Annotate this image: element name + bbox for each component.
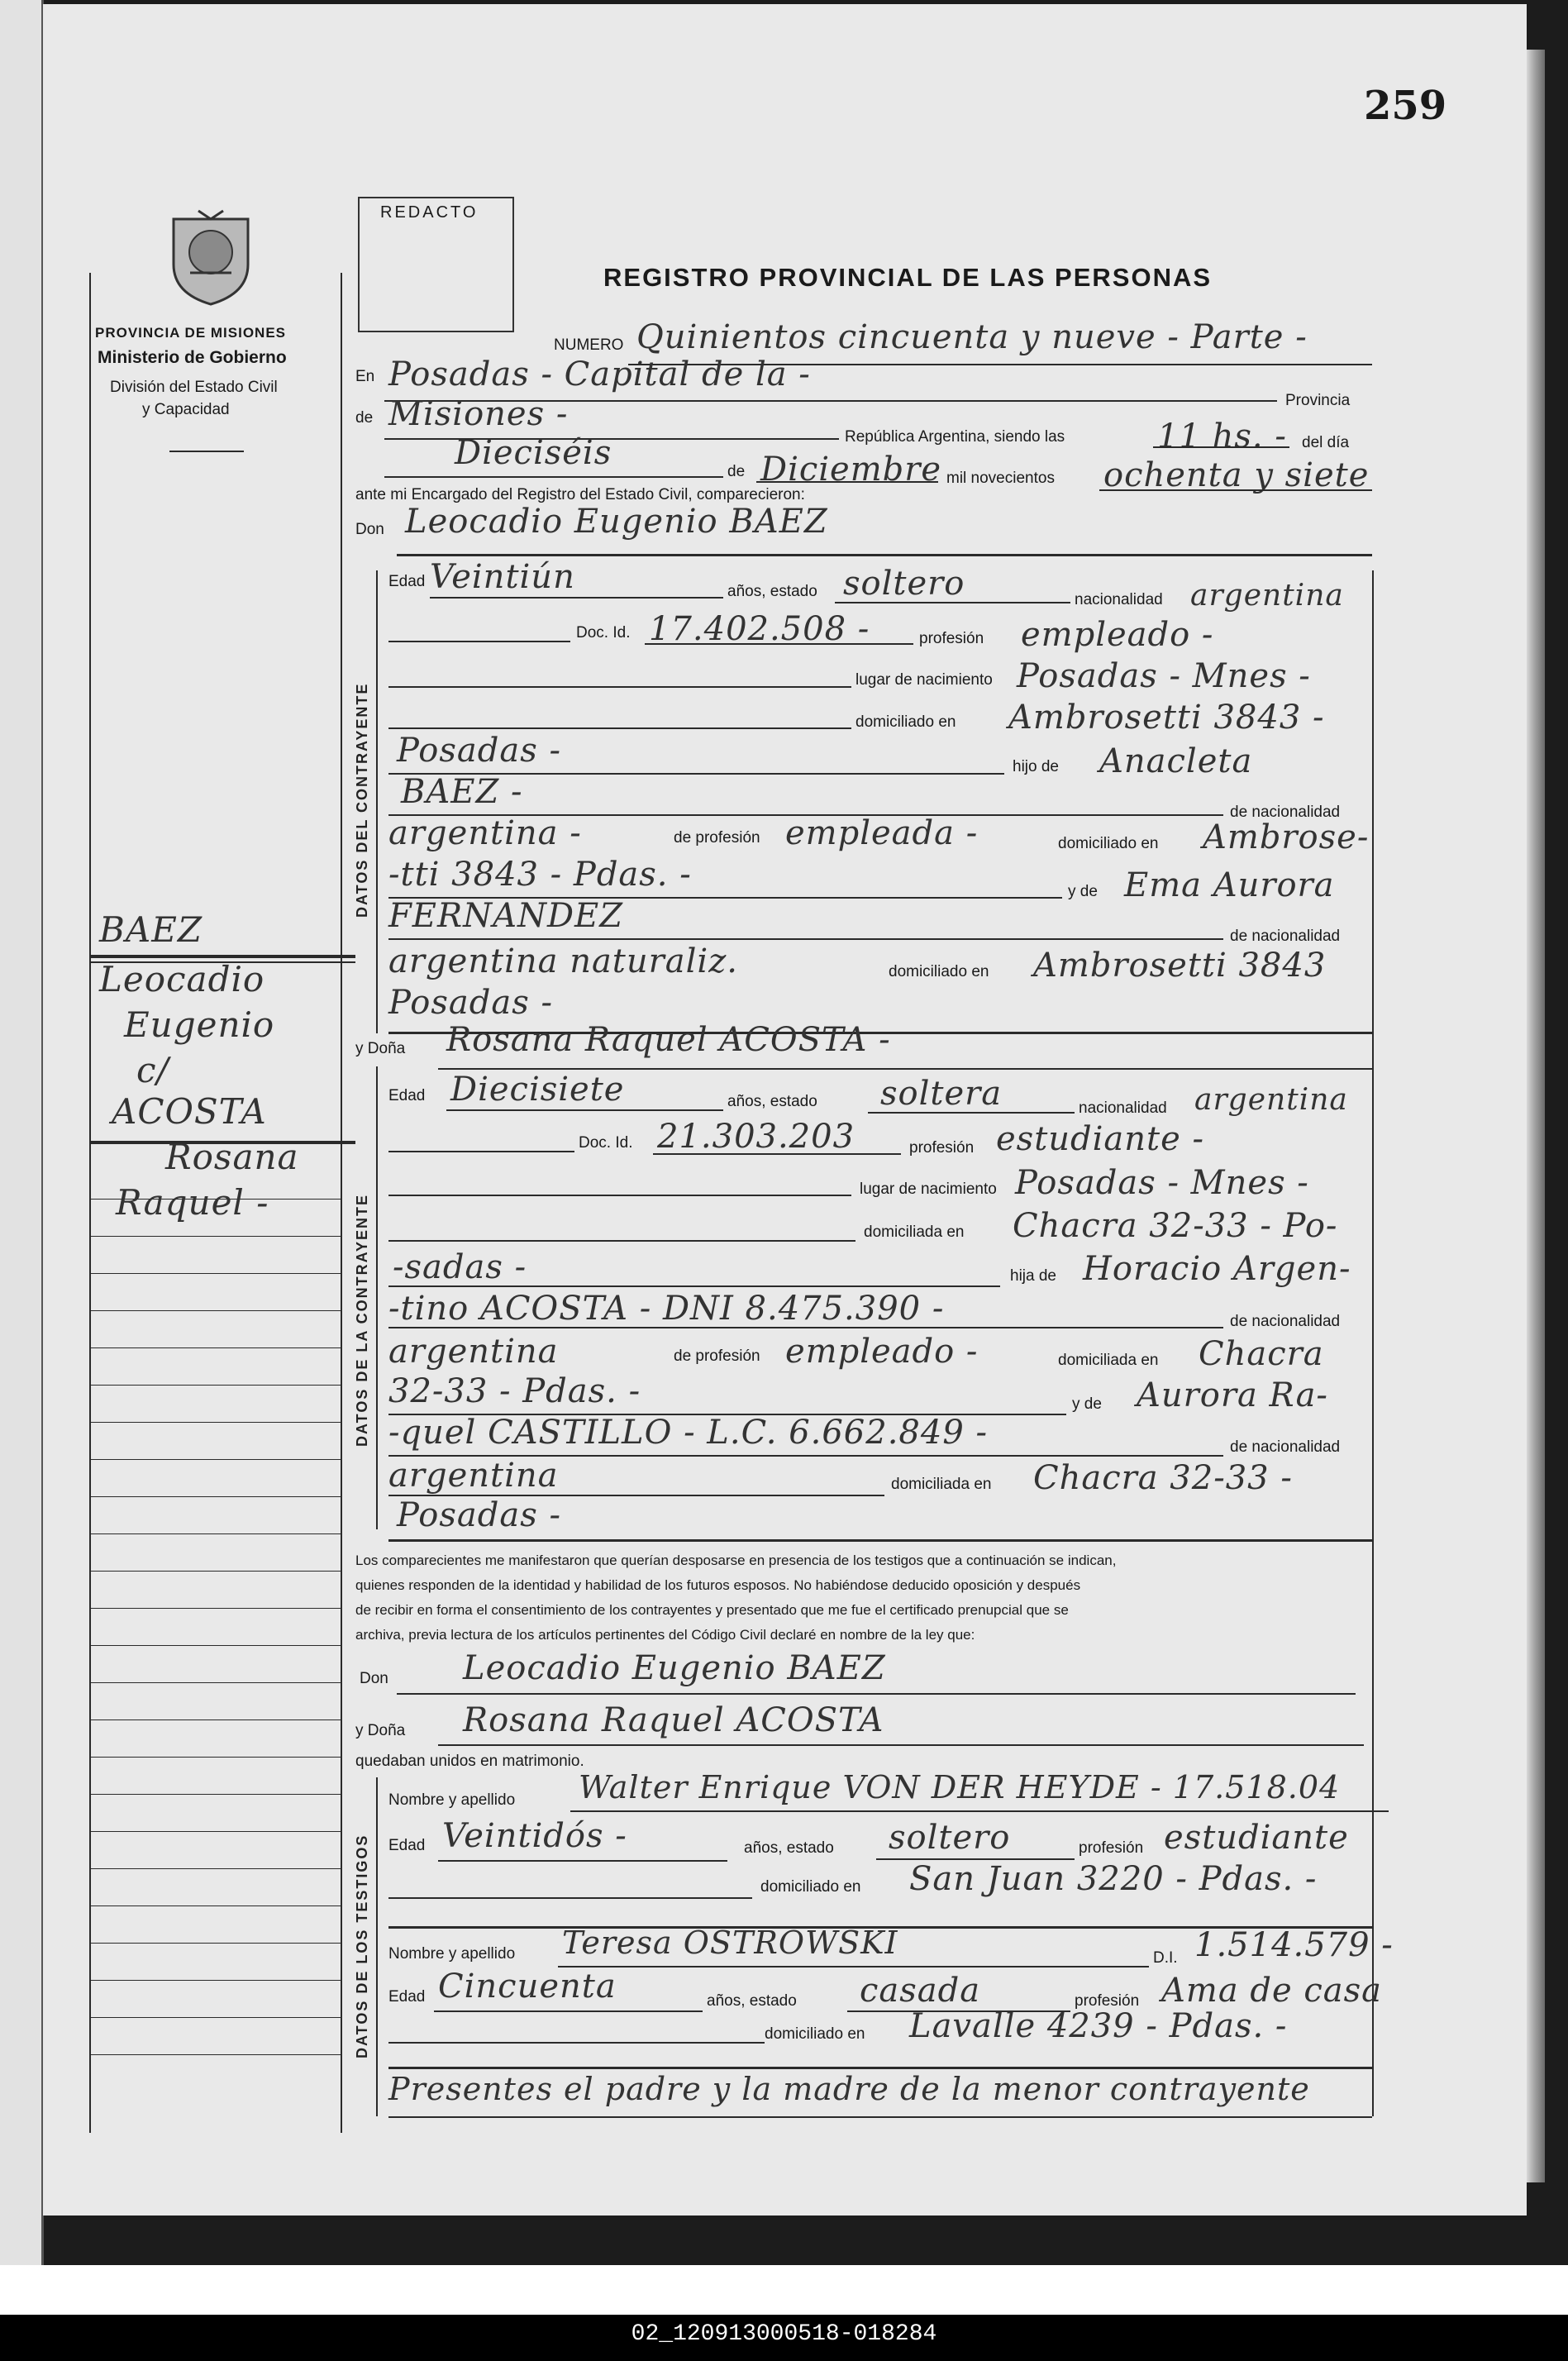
de-nacionalidad-4-label: de nacionalidad (1230, 1438, 1341, 1456)
testigo-2-di-label: D.I. (1153, 1949, 1178, 1967)
republica-label: República Argentina, siendo las (845, 428, 1065, 446)
hija-de-label: hija de (1010, 1267, 1056, 1285)
contrayenta-madre: Aurora Ra- (1137, 1376, 1328, 1414)
contrayente-madre-dom-cont: -tti 3843 - Pdas. - (388, 856, 692, 894)
testigo-2-domicilio-label: domiciliado en (765, 2025, 865, 2043)
rule (430, 597, 723, 599)
division-header-line-2: y Capacidad (142, 401, 230, 418)
contrayente-lugar-nac: Posadas - Mnes - (1017, 657, 1311, 695)
nota-final: Presentes el padre y la madre de la menor contrayente (388, 2071, 1310, 2107)
declaration-paragraph-line: Los comparecientes me manifestaron que querían desposarse en presencia de los testigos que a continuación se indican, (355, 1553, 1117, 1568)
contrayenta-padre-dom: Chacra (1199, 1335, 1324, 1373)
contrayente-padre-dom: Ambrosetti 3843 (1033, 947, 1327, 985)
rule (645, 643, 913, 645)
contrayenta-profesion: estudiante - (996, 1120, 1205, 1158)
contrayente-padre-nac: argentina naturaliz. (388, 942, 738, 980)
left-page-edge (0, 0, 44, 2265)
de-label: de (355, 409, 374, 427)
margin-rule (89, 2017, 341, 2018)
contrayente-madre-nac: argentina - (388, 814, 582, 852)
profesion-label: profesión (919, 630, 984, 647)
hora-value: 11 hs. - (1157, 417, 1287, 456)
declaration-paragraph-line: archiva, previa lectura de los artículos pertinentes del Código Civil declaré en nombre de la ley que: (355, 1627, 975, 1643)
domiciliada-3-label: domiciliada en (891, 1476, 992, 1493)
contrayenta-padre-dom-cont: 32-33 - Pdas. - (388, 1372, 641, 1410)
en-label: En (355, 368, 375, 385)
margin-rule (89, 1645, 341, 1646)
rule (868, 1112, 1075, 1114)
y-dona-label: y Doña (355, 1040, 406, 1057)
page-number: 259 (1364, 83, 1447, 129)
margin-rule (89, 1571, 341, 1572)
contrayente-profesion: empleado - (1021, 616, 1214, 654)
rule (653, 1153, 901, 1155)
header-divider (169, 451, 244, 452)
margin-rule (89, 1757, 341, 1758)
testigo-1-edad-label: Edad (388, 1837, 426, 1854)
mil-novecientos-label: mil novecientos (946, 470, 1055, 487)
section-label-contrayente: DATOS DEL CONTRAYENTE (354, 682, 370, 918)
rule (434, 2010, 703, 2012)
form-right-border (1372, 570, 1374, 2116)
testigo-2-estado-label: años, estado (707, 1992, 797, 2010)
margin-rule (89, 1310, 341, 1311)
domiciliado-2-label: domiciliado en (1058, 835, 1159, 852)
testigo-2-nombre: Teresa OSTROWSKI (562, 1925, 898, 1961)
contrayente-madre-prof: empleada - (785, 814, 979, 852)
testigo-1-profesion: estudiante (1164, 1819, 1349, 1857)
declaration-paragraph-line: quienes responden de la identidad y habilidad de los futuros esposos. No habiéndose deducido oposición y después (355, 1577, 1081, 1593)
profesion-2-label: profesión (909, 1139, 975, 1157)
rule (388, 686, 851, 688)
contrayenta-edad: Diecisiete (450, 1071, 625, 1109)
contrayente-madre: Anacleta (1099, 742, 1253, 780)
contrayente-padre-apellido: FERNANDEZ (388, 897, 624, 935)
domiciliado-3-label: domiciliado en (889, 963, 989, 980)
margin-rule (89, 1943, 341, 1944)
edad-label: Edad (388, 573, 426, 590)
margin-column-line (89, 273, 91, 2133)
division-header-line-1: División del Estado Civil (110, 379, 278, 396)
rule (1099, 489, 1372, 491)
testigo-2-edad-label: Edad (388, 1988, 426, 2006)
contrayenta-estado: soltera (880, 1075, 1003, 1113)
de-nacionalidad-label: de nacionalidad (1230, 804, 1341, 821)
contrayenta-padre-cont: -tino ACOSTA - DNI 8.475.390 - (388, 1290, 945, 1328)
rule (835, 602, 1070, 603)
provincia-header: PROVINCIA DE MISIONES (95, 325, 287, 341)
lugar-nac-2-label: lugar de nacimiento (860, 1180, 997, 1198)
section-label-testigos: DATOS DE LOS TESTIGOS (354, 1834, 370, 2058)
don-value: Leocadio Eugenio BAEZ (405, 503, 828, 541)
nacionalidad-label: nacionalidad (1075, 591, 1163, 608)
margin-name-line: BAEZ (99, 909, 203, 950)
en-value: Posadas - Capital de la - (388, 355, 811, 394)
margin-rule (89, 1422, 341, 1423)
redacto-label: REDACTO (380, 203, 479, 222)
del-dia-label: del día (1302, 434, 1350, 451)
section-bracket-testigos (376, 1777, 378, 2116)
ante-label: ante mi Encargado del Registro del Estado Civil, comparecieron: (355, 486, 805, 503)
mes-value: Diciembre (760, 451, 942, 489)
contrayenta-madre-cont: -quel CASTILLO - L.C. 6.662.849 - (388, 1414, 988, 1452)
contrayente-nacionalidad: argentina (1190, 579, 1344, 613)
doc-label: Doc. Id. (576, 624, 631, 642)
margin-rule (89, 1608, 341, 1609)
contrayente-padre: Ema Aurora (1124, 866, 1335, 904)
rule (1153, 446, 1289, 448)
rule (397, 1693, 1356, 1695)
dia-value: Dieciséis (455, 434, 612, 472)
rule (438, 1744, 1364, 1746)
contrayente-edad: Veintiún (430, 558, 575, 596)
testigo-2-di: 1.514.579 - (1194, 1926, 1394, 1964)
contrayenta-padre: Horacio Argen- (1083, 1250, 1351, 1288)
rule (756, 481, 938, 483)
margin-rule (89, 1236, 341, 1237)
margin-rule (89, 1868, 341, 1869)
rule (446, 1109, 723, 1111)
book-page-edges (1527, 50, 1545, 2182)
union-dona-label: y Doña (355, 1722, 406, 1739)
margin-rule (89, 1459, 341, 1460)
testigo-2-edad: Cincuenta (438, 1967, 617, 2006)
margin-rule (89, 1980, 341, 1981)
rule (388, 1151, 574, 1152)
contrayenta-doc: 21.303.203 (657, 1118, 855, 1156)
section-bracket-contrayente (376, 570, 378, 1033)
contrayente-domicilio: Ambrosetti 3843 - (1008, 699, 1325, 737)
testigo-1-estado-label: años, estado (744, 1839, 834, 1857)
de2-label: de (727, 463, 746, 480)
contrayenta-domicilio-cont: -sadas - (393, 1248, 527, 1286)
section-bracket-contrayenta (376, 1066, 378, 1529)
de-nacionalidad-3-label: de nacionalidad (1230, 1313, 1341, 1330)
testigo-2-nombre-label: Nombre y apellido (388, 1945, 516, 1963)
provincia-label: Provincia (1285, 392, 1351, 409)
rule (388, 2067, 1372, 2069)
de-nacionalidad-2-label: de nacionalidad (1230, 928, 1341, 945)
contrayente-madre-apellido: BAEZ - (401, 773, 523, 811)
rule (388, 938, 1223, 940)
margin-name-line: ACOSTA (112, 1091, 267, 1132)
contrayente-doc: 17.402.508 - (649, 610, 870, 648)
de-profesion-2-label: de profesión (674, 1347, 760, 1365)
hijo-de-label: hijo de (1013, 758, 1059, 775)
anos-estado-2-label: años, estado (727, 1093, 817, 1110)
domiciliada-2-label: domiciliada en (1058, 1352, 1159, 1369)
rule (570, 1810, 1389, 1812)
testigo-1-edad: Veintidós - (442, 1817, 627, 1855)
lugar-nac-label: lugar de nacimiento (855, 671, 993, 689)
contrayenta-madre-dom-cont: Posadas - (397, 1496, 561, 1534)
margin-rule (89, 2054, 341, 2055)
contrayenta-domicilio: Chacra 32-33 - Po- (1013, 1207, 1338, 1245)
numero-label: NUMERO (554, 336, 624, 354)
union-don-value: Leocadio Eugenio BAEZ (463, 1649, 886, 1687)
rule (388, 1195, 851, 1196)
province-crest-icon (165, 207, 256, 306)
anio-value: ochenta y siete (1103, 456, 1370, 494)
rule (388, 1285, 1000, 1287)
contrayente-domicilio-cont: Posadas - (397, 732, 561, 770)
y-de-2-label: y de (1072, 1395, 1102, 1413)
testigo-1-nombre-label: Nombre y apellido (388, 1791, 516, 1809)
testigo-2-profesion: Ama de casa (1161, 1972, 1382, 2010)
y-de-label: y de (1068, 883, 1098, 900)
contrayenta-padre-nac: argentina (388, 1333, 559, 1371)
margin-rule (89, 1682, 341, 1683)
rule (388, 2116, 1372, 2118)
contrayenta-lugar-nac: Posadas - Mnes - (1015, 1164, 1309, 1202)
margin-name-line: Rosana (165, 1137, 299, 1177)
rule (388, 1897, 752, 1899)
contrayenta-padre-prof: empleado - (785, 1333, 979, 1371)
margin-rule (89, 1273, 341, 1274)
section-label-contrayenta: DATOS DE LA CONTRAYENTE (354, 1193, 370, 1447)
edad-2-label: Edad (388, 1087, 426, 1104)
rule (438, 1068, 1372, 1070)
rule (388, 641, 570, 642)
ministerio-header: Ministerio de Gobierno (98, 348, 287, 367)
rule (388, 1327, 1223, 1328)
rule (388, 727, 851, 729)
margin-rule (89, 1831, 341, 1832)
margin-rule (89, 1794, 341, 1795)
margin-double-rule (89, 955, 355, 958)
rule (558, 1966, 1149, 1967)
testigo-1-estado: soltero (889, 1819, 1011, 1857)
numero-value: Quinientos cincuenta y nueve - Parte - (636, 318, 1308, 356)
margin-name-line: c/ (136, 1050, 169, 1090)
anos-estado-label: años, estado (727, 583, 817, 600)
testigo-2-domicilio: Lavalle 4239 - Pdas. - (909, 2007, 1288, 2045)
margin-column-line-right (341, 273, 342, 2133)
rule (384, 476, 723, 478)
testigo-1-profesion-label: profesión (1079, 1839, 1144, 1857)
domiciliado-label: domiciliado en (855, 713, 956, 731)
dona-value: Rosana Raquel ACOSTA - (446, 1021, 891, 1059)
document-title: REGISTRO PROVINCIAL DE LAS PERSONAS (603, 263, 1213, 292)
rule (397, 554, 1372, 556)
doc-2-label: Doc. Id. (579, 1134, 633, 1152)
rule (388, 2042, 765, 2044)
margin-rule (89, 1385, 341, 1386)
testigo-2-profesion-label: profesión (1075, 1992, 1140, 2010)
testigo-1-nombre: Walter Enrique VON DER HEYDE - 17.518.04 (579, 1769, 1341, 1805)
de-value: Misiones - (388, 395, 569, 433)
scan-id: 02_120913000518-018284 (631, 2321, 937, 2347)
margin-rule (89, 1347, 341, 1348)
contrayente-padre-dom-cont: Posadas - (388, 984, 553, 1022)
de-profesion-label: de profesión (674, 829, 760, 847)
testigo-1-domicilio: San Juan 3220 - Pdas. - (909, 1860, 1318, 1898)
margin-name-line: Raquel - (116, 1182, 269, 1223)
margin-name-line: Eugenio (124, 1004, 275, 1045)
contrayenta-madre-dom: Chacra 32-33 - (1033, 1459, 1293, 1497)
contrayente-madre-dom: Ambrose- (1203, 818, 1370, 856)
testigo-2-estado: casada (860, 1972, 981, 2010)
declaration-paragraph-line: de recibir en forma el consentimiento de los contrayentes y presentado que me fue el certificado prenupcial que se (355, 1602, 1069, 1618)
union-dona-value: Rosana Raquel ACOSTA (463, 1701, 884, 1739)
contrayenta-nacionalidad: argentina (1194, 1083, 1348, 1117)
domiciliada-label: domiciliada en (864, 1223, 965, 1241)
margin-name-line: Leocadio (99, 959, 265, 999)
margin-rule (89, 1533, 341, 1534)
rule (388, 1539, 1372, 1542)
rule (438, 1860, 727, 1862)
union-don-label: Don (360, 1670, 388, 1687)
margin-rule (89, 1496, 341, 1497)
contrayenta-madre-nac: argentina (388, 1457, 559, 1495)
rule (388, 1240, 855, 1242)
testigo-1-domicilio-label: domiciliado en (760, 1878, 861, 1896)
margin-rule (89, 1719, 341, 1720)
nacionalidad-2-label: nacionalidad (1079, 1099, 1167, 1117)
don-label: Don (355, 521, 384, 538)
contrayente-estado: soltero (843, 565, 965, 603)
quedaban-label: quedaban unidos en matrimonio. (355, 1753, 584, 1770)
margin-rule (89, 1905, 341, 1906)
